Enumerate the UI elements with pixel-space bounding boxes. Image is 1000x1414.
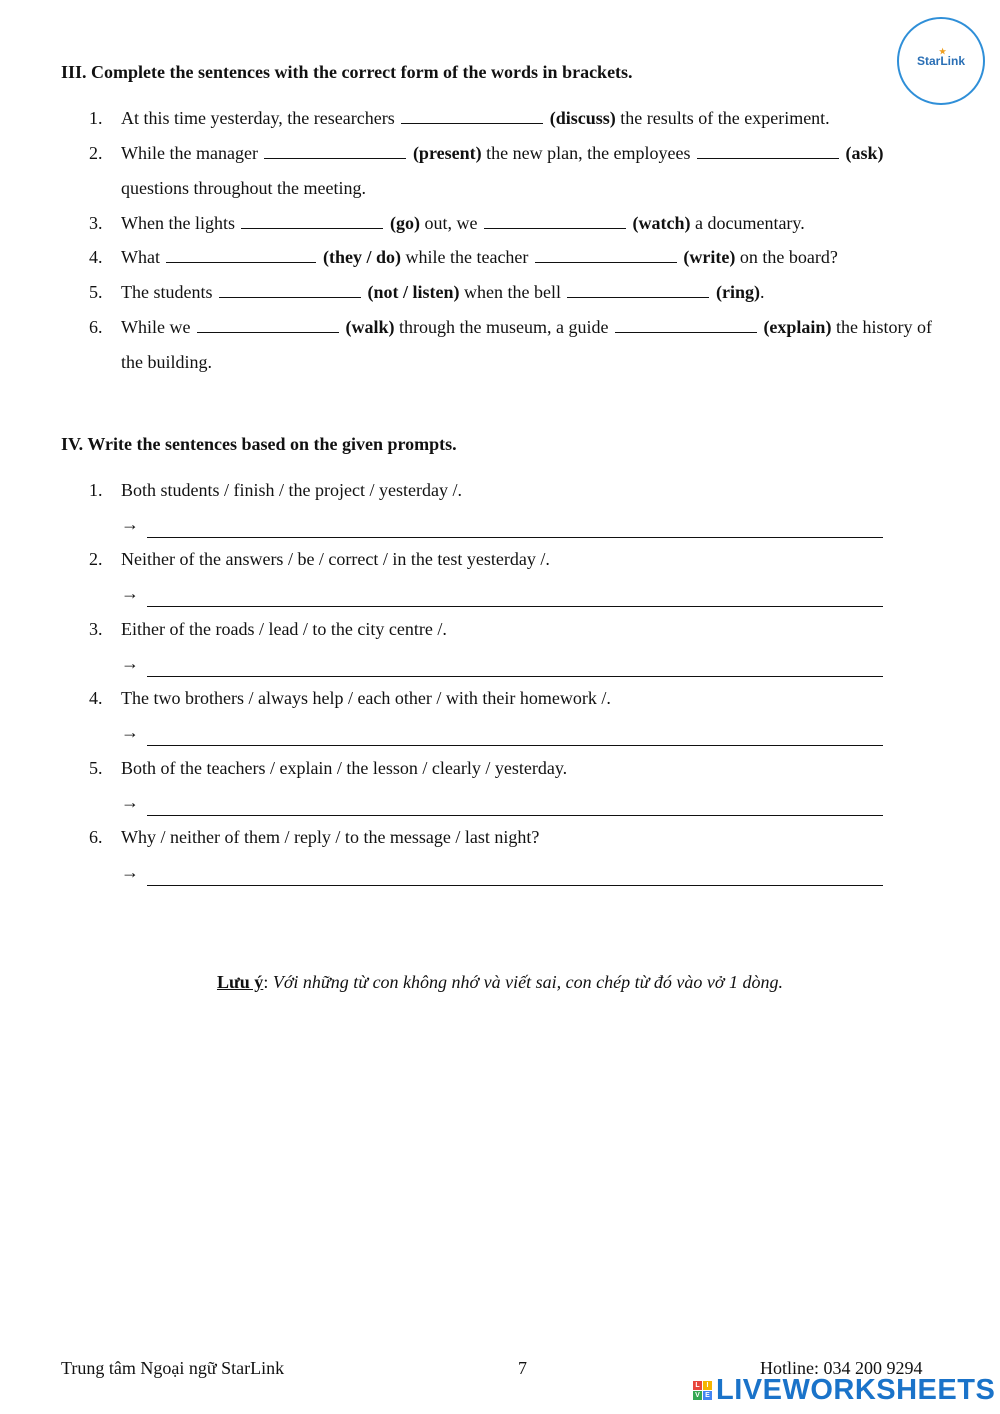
sentence-text: the new plan, the employees [486, 143, 691, 163]
sentence-text: While the manager [121, 143, 258, 163]
exercise-3-item-4 [89, 240, 949, 275]
item-number: 1. [89, 108, 103, 128]
sentence-text: When the lights [121, 213, 235, 233]
prompt-text: Why / neither of them / reply / to the message / last night? [121, 827, 540, 847]
verb-hint: (write) [683, 247, 736, 267]
exercise-4-item-4 [89, 681, 949, 716]
answer-rule [147, 885, 883, 886]
liveworksheets-text: LIVEWORKSHEETS [716, 1373, 996, 1406]
footer-hotline: Hotline: 034 200 9294 [760, 1358, 923, 1378]
answer-line[interactable] [121, 512, 883, 542]
arrow-icon: → [121, 722, 139, 742]
item-number: 5. [89, 758, 103, 778]
verb-hint: (go) [389, 213, 420, 233]
arrow-icon: → [121, 653, 139, 673]
note-text: Với những từ con không nhớ và viết sai, con chép từ đó vào vở 1 dòng. [272, 972, 783, 992]
note-label: Lưu ý [216, 972, 264, 992]
exercise-3-item-6 [89, 310, 949, 380]
prompt-text: The two brothers / always help / each other / with their homework /. [121, 688, 611, 708]
liveworksheets-watermark [693, 1374, 995, 1406]
item-number: 6. [89, 827, 103, 847]
exercise-3-item-1 [89, 101, 949, 136]
sentence-text: the results of the experiment. [620, 108, 830, 128]
item-number: 2. [89, 549, 103, 569]
item-number: 3. [89, 213, 103, 233]
section-3-title: III. Complete the sentences with the correct form of the words in brackets. [61, 62, 633, 82]
tile-letter: E [703, 1391, 712, 1400]
verb-hint: (ask) [845, 143, 884, 163]
item-number: 2. [89, 143, 103, 163]
sentence-text: The students [121, 282, 213, 302]
answer-line[interactable] [121, 720, 883, 750]
verb-hint: (present) [412, 143, 482, 163]
tile-letter: L [693, 1381, 702, 1390]
blank-field[interactable] [197, 312, 339, 333]
exercise-4-item-1 [89, 473, 949, 508]
prompt-text: Neither of the answers / be / correct / in the test yesterday /. [121, 549, 550, 569]
arrow-icon: → [121, 514, 139, 534]
verb-hint: (explain) [763, 317, 832, 337]
sentence-text: . [759, 282, 765, 302]
blank-field[interactable] [615, 312, 757, 333]
exercise-4-item-3 [89, 612, 949, 647]
arrow-icon: → [121, 583, 139, 603]
tile-letter: V [693, 1391, 702, 1400]
exercise-3-item-3 [89, 206, 949, 241]
exercise-4-item-2 [89, 542, 949, 577]
exercise-4-item-5 [89, 751, 949, 786]
answer-rule [147, 676, 883, 677]
prompt-text: Either of the roads / lead / to the city centre /. [121, 619, 447, 639]
verb-hint: (watch) [632, 213, 691, 233]
item-number: 4. [89, 688, 103, 708]
sentence-text: the history of the building. [121, 317, 932, 372]
sentence-text: What [121, 247, 160, 267]
section-4-title: IV. Write the sentences based on the given prompts. [61, 434, 457, 454]
arrow-icon: → [121, 862, 139, 882]
prompt-text: Both students / finish / the project / yesterday /. [121, 480, 462, 500]
exercise-4-item-6 [89, 820, 949, 855]
blank-field[interactable] [567, 277, 709, 298]
sentence-text: through the museum, a guide [398, 317, 609, 337]
sentence-text: while the teacher [405, 247, 529, 267]
note-separator: : [263, 972, 269, 992]
tile-letter: I [703, 1381, 712, 1390]
answer-line[interactable] [121, 860, 883, 890]
sentence-text: when the bell [464, 282, 561, 302]
blank-field[interactable] [219, 277, 361, 298]
blank-field[interactable] [535, 242, 677, 263]
answer-line[interactable] [121, 651, 883, 681]
page-number: 7 [518, 1358, 527, 1378]
verb-hint: (discuss) [549, 108, 616, 128]
arrow-icon: → [121, 792, 139, 812]
note [0, 972, 1000, 993]
prompt-text: Both of the teachers / explain / the lesson / clearly / yesterday. [121, 758, 568, 778]
answer-rule [147, 537, 883, 538]
blank-field[interactable] [166, 242, 316, 263]
exercise-3-item-2 [89, 136, 949, 206]
item-number: 1. [89, 480, 103, 500]
item-number: 5. [89, 282, 103, 302]
item-number: 6. [89, 317, 103, 337]
sentence-text: At this time yesterday, the researchers [121, 108, 395, 128]
liveworksheets-tiles-icon [693, 1381, 712, 1400]
item-number: 4. [89, 247, 103, 267]
blank-field[interactable] [401, 103, 543, 124]
answer-rule [147, 815, 883, 816]
verb-hint: (walk) [345, 317, 395, 337]
sentence-text: out, we [424, 213, 478, 233]
star-icon: ★ [939, 47, 947, 56]
item-number: 3. [89, 619, 103, 639]
sentence-text: While we [121, 317, 191, 337]
blank-field[interactable] [264, 138, 406, 159]
footer-center-name: Trung tâm Ngoại ngữ StarLink [61, 1358, 285, 1378]
answer-line[interactable] [121, 581, 883, 611]
sentence-text: questions throughout the meeting. [121, 178, 366, 198]
sentence-text: on the board? [739, 247, 838, 267]
blank-field[interactable] [241, 208, 383, 229]
logo-text: StarLink [916, 54, 965, 68]
blank-field[interactable] [697, 138, 839, 159]
answer-line[interactable] [121, 790, 883, 820]
verb-hint: (ring) [715, 282, 760, 302]
sentence-text: a documentary. [694, 213, 805, 233]
starlink-logo [897, 17, 985, 105]
exercise-3-item-5 [89, 275, 949, 310]
answer-rule [147, 745, 883, 746]
verb-hint: (they / do) [322, 247, 401, 267]
blank-field[interactable] [484, 208, 626, 229]
answer-rule [147, 606, 883, 607]
verb-hint: (not / listen) [367, 282, 460, 302]
